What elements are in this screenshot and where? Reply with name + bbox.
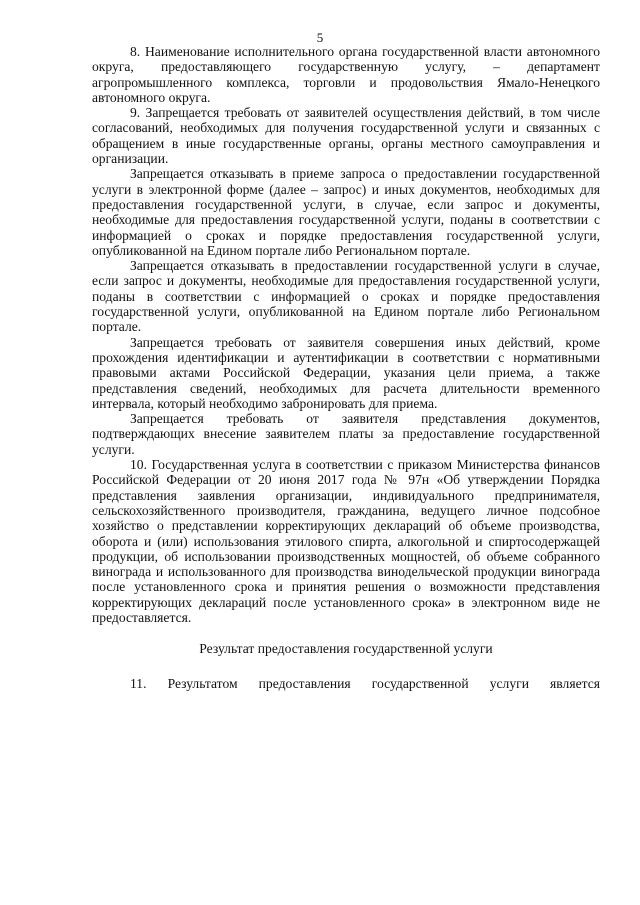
document-body: [92, 44, 600, 691]
paragraph-payment-documents: Запрещается требовать от заявителя представления документов, подтверждающих внесение заявителем платы за предоставление государственной услуги.: [92, 411, 600, 457]
paragraph-8: 8. Наименование исполнительного органа государственной власти автономного округа, предоставляющего государственную услугу, – департамент агропромышленного комплекса, торговли и продовольствия Ямало-Ненецкого автономного округа.: [92, 44, 600, 105]
paragraph-11: 11. Результатом предоставления государственной услуги является: [130, 675, 600, 691]
section-heading: Результат предоставления государственной услуги: [199, 641, 493, 657]
paragraph-other-actions: Запрещается требовать от заявителя совершения иных действий, кроме прохождения идентификации и аутентификации в соответствии с нормативными правовыми актами Российской Федерации, указания цели приема, а также представления сведений, необходимых для расчета длительности временного интервала, который необходимо забронировать для приема.: [92, 334, 600, 411]
paragraph-10: 10. Государственная услуга в соответствии с приказом Министерства финансов Российской Федерации от 20 июня 2017 года № 97н «Об утверждении Порядка представления заявления организации, индивидуального предпринимателя, сельскохозяйственного производителя, гражданина, ведущего личное подсобное хозяйство о представлении корректирующих деклараций об объеме производства, оборота и (или) использования этилового спирта, алкогольной и спиртосодержащей продукции, об использовании производственных мощностей, об объеме собранного винограда и использованного для производства винодельческой продукции винограда после установленного срока и принятия решения о возможности представления корректирующих деклараций после установленного срока» в электронном виде не предоставляется.: [92, 457, 600, 625]
page-number: 5: [316, 30, 324, 45]
paragraph-9: 9. Запрещается требовать от заявителей осуществления действий, в том числе согласований, необходимых для получения государственной услуги и связанных с обращением в иные государственные органы, органы местного самоуправления и организации.: [92, 105, 600, 167]
paragraph-service-refusal: Запрещается отказывать в предоставлении государственной услуги в случае, если запрос и документы, необходимые для предоставления государственной услуги, поданы в соответствии с информацией о сроках и порядке предоставления государственной услуги, опубликованной на Едином портале либо Региональном портале.: [92, 258, 600, 335]
paragraph-reception-refusal: Запрещается отказывать в приеме запроса о предоставлении государственной услуги в электронной форме (далее – запрос) и иных документов, необходимых для предоставления государственной услуги, в случае, если запрос и документы, необходимые для предоставления государственной услуги, поданы в соответствии с информацией о сроках и порядке предоставления государственной услуги, опубликованной на Едином портале либо Региональном портале.: [92, 166, 600, 258]
